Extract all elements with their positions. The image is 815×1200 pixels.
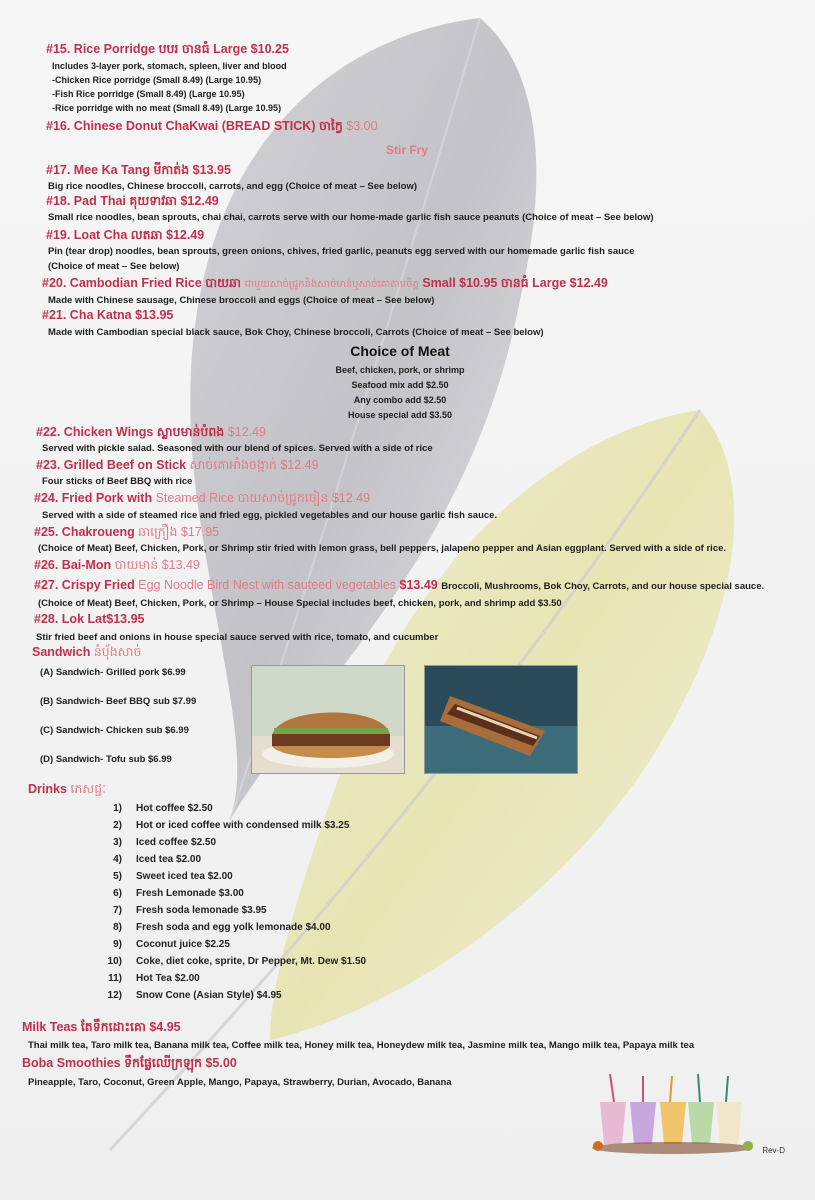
- item-20-title: #20. Cambodian Fried Rice បាយឆា ជាមួយសាច់ជ្រូកនិងសាច់មាន់ឬសាច់គោតាមចិត្ត Small $10.95 ចានធំ Large $12.49: [42, 276, 608, 290]
- item-17-desc: Big rice noodles, Chinese broccoli, carrots, and egg (Choice of meat – See below): [48, 181, 418, 192]
- item-16-title: #16. Chinese Donut ChaKwai (BREAD STICK) ចាក្វៃ $3.00: [46, 119, 378, 133]
- item-21-desc: Made with Cambodian special black sauce, Bok Choy, Chinese broccoli, Carrots (Choice of meat – See below): [48, 327, 544, 338]
- boba-cups-illustration: [588, 1072, 758, 1157]
- item-15-option: -Rice porridge with no meat (Small 8.49) (Large 10.95): [52, 103, 282, 113]
- choice-of-meat-title: Choice of Meat: [350, 343, 450, 359]
- drink-item: 9) Coconut juice $2.25: [113, 939, 230, 950]
- item-15-option: -Chicken Rice porridge (Small 8.49) (Large 10.95): [52, 75, 262, 85]
- choice-of-meat-line: House special add $3.50: [347, 410, 453, 420]
- sandwich-title: Sandwich នំបុ័ងសាច់: [32, 645, 142, 659]
- sandwich-item: (D) Sandwich- Tofu sub $6.99: [40, 754, 172, 765]
- item-19-title: #19. Loat Cha លតឆា $12.49: [46, 228, 205, 242]
- item-24-desc: Served with a side of steamed rice and fried egg, pickled vegetables and our house garlic fish sauce.: [42, 510, 498, 521]
- choice-of-meat-line: Any combo add $2.50: [353, 395, 447, 405]
- item-15-desc: Includes 3-layer pork, stomach, spleen, liver and blood: [52, 61, 287, 71]
- drink-item: 5) Sweet iced tea $2.00: [113, 871, 233, 882]
- item-18-desc: Small rice noodles, bean sprouts, chai chai, carrots serve with our home-made garlic fish sauce peanuts (Choice of meat – See below): [48, 212, 654, 223]
- revision-label: Rev-D: [762, 1146, 785, 1155]
- item-19-desc-2: (Choice of meat – See below): [48, 261, 180, 272]
- item-25-title: #25. Chakroueng ឆាក្រឿង $17.95: [34, 525, 220, 539]
- sandwich-item: (C) Sandwich- Chicken sub $6.99: [40, 725, 189, 736]
- item-27-desc: (Choice of Meat) Beef, Chicken, Pork, or Shrimp – House Special includes beef, chicken, pork, and shrimp add $3.50: [38, 598, 562, 609]
- item-23-title: #23. Grilled Beef on Stick សាច់គោអាំងចង្កាក់ $12.49: [36, 458, 319, 472]
- item-17-title: #17. Mee Ka Tang មីកាត់ង $13.95: [46, 163, 231, 177]
- milk-teas-desc: Thai milk tea, Taro milk tea, Banana milk tea, Coffee milk tea, Honey milk tea, Honeydew milk tea, Jasmine milk tea, Mango milk tea, Papaya milk tea: [28, 1040, 695, 1051]
- item-24-title: #24. Fried Pork with Steamed Rice បាយសាច់ជ្រូកចៀន $12.49: [34, 491, 371, 505]
- boba-title: Boba Smoothies ទឹកផ្លែឈើក្រឡុក $5.00: [22, 1056, 237, 1070]
- drink-item: 2) Hot or iced coffee with condensed milk $3.25: [113, 820, 350, 831]
- boba-desc: Pineapple, Taro, Coconut, Green Apple, Mango, Papaya, Strawberry, Durian, Avocado, Banana: [28, 1077, 452, 1088]
- drink-item: 12) Snow Cone (Asian Style) $4.95: [107, 990, 282, 1001]
- section-stir-fry: Stir Fry: [386, 143, 429, 157]
- drink-item: 3) Iced coffee $2.50: [113, 837, 217, 848]
- item-28-desc: Stir fried beef and onions in house special sauce served with rice, tomato, and cucumber: [36, 632, 439, 643]
- item-28-title: #28. Lok Lat$13.95: [34, 612, 145, 626]
- sandwich-item: (B) Sandwich- Beef BBQ sub $7.99: [40, 696, 197, 707]
- item-15-option: -Fish Rice porridge (Small 8.49) (Large 10.95): [52, 89, 245, 99]
- item-25-desc: (Choice of Meat) Beef, Chicken, Pork, or Shrimp stir fried with lemon grass, bell peppers, jalapeno pepper and Asian eggplant. Served with a side of rice.: [38, 543, 727, 554]
- item-23-desc: Four sticks of Beef BBQ with rice: [42, 476, 193, 487]
- sandwich-photo-2: [424, 665, 578, 774]
- sandwich-item: (A) Sandwich- Grilled pork $6.99: [40, 667, 186, 678]
- item-19-desc: Pin (tear drop) noodles, bean sprouts, green onions, chives, fried garlic, peanuts egg served with our homemade garlic fish sauce: [48, 246, 635, 257]
- item-18-title: #18. Pad Thai គុយទាវឆា $12.49: [46, 194, 219, 208]
- drink-item: 1) Hot coffee $2.50: [113, 803, 213, 814]
- item-22-title: #22. Chicken Wings ស្លាបមាន់បំពង $12.49: [36, 425, 266, 439]
- item-20-desc: Made with Chinese sausage, Chinese broccoli and eggs (Choice of meat – See below): [48, 295, 435, 306]
- drink-item: 6) Fresh Lemonade $3.00: [113, 888, 244, 899]
- drink-item: 11) Hot Tea $2.00: [108, 973, 200, 984]
- drinks-title: Drinks ភេសជ្ជៈ: [28, 782, 106, 796]
- item-26-title: #26. Bai-Mon បាយមាន់ $13.49: [34, 558, 200, 572]
- item-21-title: #21. Cha Katna $13.95: [42, 308, 174, 322]
- item-27-title: #27. Crispy Fried Egg Noodle Bird Nest with sauteed vegetables $13.49 Broccoli, Mushrooms, Bok Choy, Carrots, and our house special sauce.: [34, 578, 765, 592]
- drink-item: 4) Iced tea $2.00: [113, 854, 202, 865]
- drink-item: 8) Fresh soda and egg yolk lemonade $4.00: [113, 922, 331, 933]
- choice-of-meat-line: Seafood mix add $2.50: [351, 380, 449, 390]
- drink-item: 7) Fresh soda lemonade $3.95: [113, 905, 267, 916]
- item-22-desc: Served with pickle salad. Seasoned with our blend of spices. Served with a side of rice: [42, 443, 433, 454]
- drink-item: 10) Coke, diet coke, sprite, Dr Pepper, Mt. Dew $1.50: [107, 956, 367, 967]
- choice-of-meat-line: Beef, chicken, pork, or shrimp: [335, 365, 465, 375]
- item-15-title: #15. Rice Porridge បបរ ចានធំ Large $10.25: [46, 42, 289, 56]
- milk-teas-title: Milk Teas តែទឹកដោះគោ $4.95: [22, 1020, 181, 1034]
- sandwich-photo-1: [251, 665, 405, 774]
